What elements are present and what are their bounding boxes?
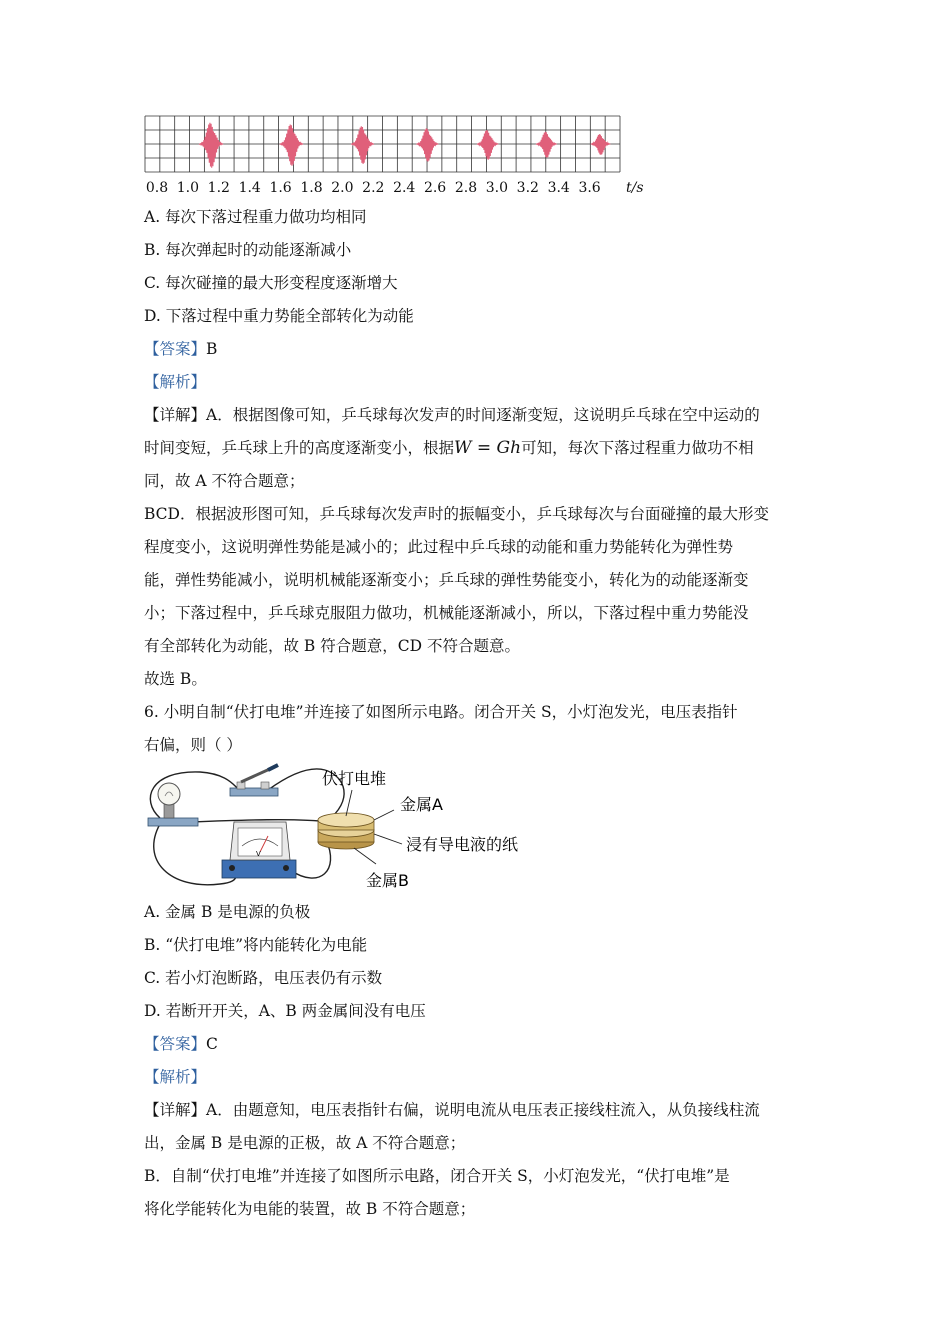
sound-burst (477, 130, 498, 160)
q5-bcd-line: 有全部转化为动能，故 B 符合题意，CD 不符合题意。 (144, 637, 520, 655)
q6-detail-line: B．自制“伏打电堆”并连接了如图所示电路，闭合开关 S，小灯泡发光，“伏打电堆”是 (144, 1167, 730, 1185)
light-bulb-icon (148, 783, 198, 826)
answer-tag: 【答案】 (144, 1035, 207, 1053)
tick-label: 1.8 (300, 180, 323, 196)
q5-detail-line: 同，故 A 不符合题意； (144, 472, 305, 490)
tick-label: 3.0 (485, 180, 509, 196)
q5-detail-line (144, 438, 754, 458)
detail-text: A．根据图像可知，乒乓球每次发声的时间逐渐变短，这说明乒乓球在空中运动的 (206, 406, 760, 424)
waveform-bursts (199, 123, 610, 168)
tick-label: 2.2 (362, 180, 385, 196)
q6-option-c: C. 若小灯泡断路，电压表仍有示数 (144, 969, 383, 987)
tick-label: 1.6 (269, 180, 292, 196)
q6-answer (144, 1034, 218, 1054)
label-metal-b: 金属B (366, 871, 409, 890)
q6-analysis-heading (144, 1067, 206, 1087)
tick-label: 2.6 (423, 180, 447, 196)
voltaic-pile-circuit-figure (140, 760, 560, 900)
tick-label: 1.4 (238, 180, 261, 196)
tick-label: 3.2 (516, 180, 539, 196)
detail-text: 时间变短，乒乓球上升的高度逐渐变小，根据 (144, 439, 455, 457)
sound-burst (280, 125, 303, 166)
analysis-tag: 【解析】 (144, 373, 207, 391)
detail-text: 可知，每次下落过程重力做功不相 (521, 439, 754, 457)
tick-label: 1.0 (176, 180, 200, 196)
sound-waveform-figure (140, 110, 644, 200)
q6-detail-line: 将化学能转化为电能的装置，故 B 不符合题意； (144, 1200, 476, 1218)
q6-stem: 右偏，则（ ） (144, 736, 242, 754)
formula: W = Gh (454, 438, 522, 458)
q5-bcd-line: BCD．根据波形图可知，乒乓球每次发声时的振幅变小，乒乓球每次与台面碰撞的最大形变 (144, 505, 769, 523)
waveform-chart (140, 110, 644, 200)
q6-option-b: B. “伏打电堆”将内能转化为电能 (144, 936, 368, 954)
sound-burst (416, 128, 438, 161)
q5-detail-line (144, 405, 760, 425)
q5-option-b: B. 每次弹起时的动能逐渐减小 (144, 241, 352, 259)
waveform-tick-labels (146, 180, 644, 196)
tick-label: 3.6 (578, 180, 601, 196)
analysis-tag: 【解析】 (144, 1068, 207, 1086)
sound-burst (591, 134, 611, 155)
q5-option-a: A. 每次下落过程重力做功均相同 (144, 208, 367, 226)
tick-label: 1.2 (207, 180, 230, 196)
q5-option-c: C. 每次碰撞的最大形变程度逐渐增大 (144, 274, 398, 292)
answer-tag: 【答案】 (144, 340, 207, 358)
meter-symbol: V (256, 850, 261, 858)
sound-burst (536, 132, 557, 158)
q6-detail-line: 出，金属 B 是电源的正极，故 A 不符合题意； (144, 1134, 466, 1152)
detail-tag: 【详解】 (144, 1101, 207, 1119)
q5-bcd-line: 能，弹性势能减小，说明机械能逐渐变小；乒乓球的弹性势能变小，转化为的动能逐渐变 (144, 571, 749, 589)
answer-value: C (206, 1035, 218, 1053)
answer-value: B (206, 340, 218, 358)
detail-text: A．由题意知，电压表指针右偏，说明电流从电压表正接线柱流入，从负接线柱流 (206, 1101, 760, 1119)
q6-detail-line (144, 1100, 760, 1120)
tick-label: 2.8 (454, 180, 478, 196)
detail-tag: 【详解】 (144, 406, 207, 424)
voltmeter-icon (222, 822, 296, 878)
q6-option-a: A. 金属 B 是电源的负极 (144, 903, 311, 921)
switch-icon (230, 765, 278, 796)
circuit-diagram (140, 760, 560, 900)
label-paper: 浸有导电液的纸 (406, 835, 519, 854)
q5-answer (144, 339, 217, 359)
q5-analysis-heading (144, 372, 206, 392)
tick-label: 0.8 (145, 180, 169, 196)
label-pile: 伏打电堆 (322, 769, 387, 788)
tick-label: 2.4 (393, 180, 416, 196)
wire (268, 769, 325, 790)
tick-label: 3.4 (547, 180, 570, 196)
q6-option-d: D. 若断开开关，A、B 两金属间没有电压 (144, 1002, 426, 1020)
tick-label: 2.0 (331, 180, 354, 196)
q6-stem: 6. 小明自制“伏打电堆”并连接了如图所示电路。闭合开关 S，小灯泡发光，电压表指针 (144, 703, 738, 721)
q5-choose: 故选 B。 (144, 670, 207, 688)
q5-option-d: D. 下落过程中重力势能全部转化为动能 (144, 307, 414, 325)
q5-bcd-line: 程度变小，这说明弹性势能是减小的；此过程中乒乓球的动能和重力势能转化为弹性势 (144, 538, 734, 556)
q5-bcd-line: 小；下落过程中，乒乓球克服阻力做功，机械能逐渐减小，所以，下落过程中重力势能没 (144, 604, 749, 622)
axis-unit: t/s (626, 180, 644, 196)
label-metal-a: 金属A (400, 795, 443, 814)
